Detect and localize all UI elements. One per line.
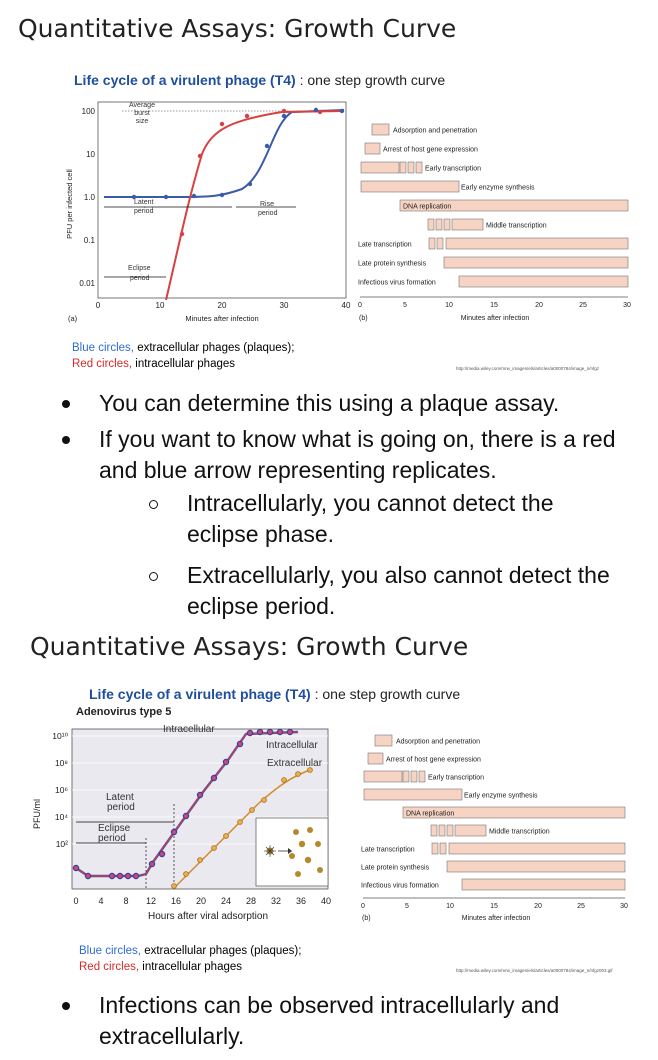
chart-c-ytick: 10⁶	[55, 785, 68, 795]
chart-c-ytick: 10²	[55, 839, 68, 849]
timeline-xtick: 10	[446, 903, 454, 910]
sub-bullet-text: Extracellularly, you also cannot detect the eclipse period.	[187, 562, 610, 619]
timeline-xtick: 15	[490, 302, 498, 309]
chart-a-panel: (a)	[68, 314, 78, 323]
chart-c-intracellular-label: Intracellular	[266, 740, 318, 751]
timeline-bar-label: Adsorption and penetration	[393, 127, 478, 135]
chart-c-xtick: 0	[73, 896, 79, 906]
final-bullet-text: Infections can be observed intracellularly and extracellularly.	[99, 992, 560, 1049]
chart-c-latent-label: period	[107, 802, 135, 813]
caption-red-rest: intracellular phages	[132, 358, 235, 370]
chart-a-xtick: 40	[341, 301, 351, 310]
intracellular-points	[180, 109, 322, 236]
timeline-bar-label: DNA replication	[406, 810, 455, 818]
timeline-bar-label: Infectious virus formation	[361, 882, 439, 890]
chart-a-rise-label: period	[258, 210, 278, 217]
chart-a-latent-label: Latent	[134, 199, 154, 206]
timeline-xtick: 5	[405, 903, 409, 910]
timeline-xtick: 15	[490, 903, 498, 910]
caption-blue-rest: extracellular phages (plaques);	[134, 342, 295, 354]
chart-c-xtick: 28	[245, 896, 257, 906]
chart-c-ylabel: PFU/ml	[32, 799, 42, 829]
timeline-xlabel: Minutes after infection	[461, 915, 531, 922]
chart-a-xtick: 0	[95, 301, 101, 310]
bullet-text: If you want to know what is going on, there is a red and blue arrow representing replicates.	[99, 426, 616, 483]
chart-a-xtick: 20	[217, 301, 227, 310]
timeline-bar-label: Early enzyme synthesis	[464, 792, 538, 800]
chart-c-xtick: 40	[320, 896, 332, 906]
chart-c-eclipse-label: Eclipse	[98, 823, 131, 834]
timeline-xtick: 25	[579, 302, 587, 309]
growth-curve-chart-adenovirus	[28, 704, 340, 930]
timeline-bar-label: Late transcription	[361, 846, 415, 854]
timeline-bar-label: Infectious virus formation	[358, 279, 436, 287]
chart-c-xlabel: Hours after viral adsorption	[147, 911, 269, 922]
timeline-bar-label: Early transcription	[425, 165, 482, 173]
timeline-chart-b	[355, 115, 640, 330]
sub-bullet-ring	[149, 500, 158, 509]
caption-blue-rest: extracellular phages (plaques);	[141, 945, 302, 957]
slide1-source-url: http://media.wiley.com/mrw_images/els/articles/a0000784/image_n/nfgz	[456, 366, 599, 371]
sub-bullet-ring	[149, 572, 158, 581]
chart-c-xtick: 24	[220, 896, 232, 906]
timeline-xtick: 10	[445, 302, 453, 309]
chart-c-xtick: 4	[98, 896, 104, 906]
bullet-dot	[62, 1002, 70, 1010]
caption-blue: Blue circles,	[79, 945, 141, 957]
chart-c-xtick: 8	[123, 896, 129, 906]
chart-c-intracellular-top: Intracellular	[163, 724, 215, 735]
chart-a-xlabel: Minutes after infection	[185, 314, 259, 323]
chart-c-xtick: 12	[145, 896, 157, 906]
timeline-xtick: 30	[623, 302, 631, 309]
chart-a-ylabel: PFU per infected cell	[65, 169, 74, 239]
timeline-xtick: 20	[534, 903, 542, 910]
chart-c-title: Adenovirus type 5	[76, 706, 172, 718]
chart-a-ytick: 0.01	[79, 279, 95, 288]
timeline-bar-label: Arrest of host gene expression	[386, 756, 481, 764]
timeline-bar-label: Early enzyme synthesis	[461, 184, 535, 192]
chart-c-ytick: 10⁴	[54, 812, 68, 822]
timeline-bar-label: Early transcription	[428, 774, 485, 782]
bullet-dot	[62, 436, 70, 444]
slide2-subtitle-rest: : one step growth curve	[310, 686, 461, 702]
timeline-bar-label: Adsorption and penetration	[396, 738, 481, 746]
timeline-xtick: 0	[358, 302, 362, 309]
slide2-subtitle-bold: Life cycle of a virulent phage (T4)	[89, 686, 311, 702]
timeline-xtick: 5	[403, 302, 407, 309]
timeline-chart-b-slide2	[358, 730, 643, 940]
slide2-caption	[79, 943, 301, 975]
caption-blue: Blue circles,	[72, 342, 134, 354]
chart-c-xtick: 36	[295, 896, 307, 906]
chart-c-ytick: 10¹⁰	[52, 731, 68, 741]
growth-curve-chart-a	[62, 94, 352, 334]
caption-red: Red circles,	[72, 358, 133, 370]
chart-c-xtick: 32	[270, 896, 282, 906]
timeline-xtick: 25	[577, 903, 585, 910]
timeline-xlabel: Minutes after infection	[460, 315, 530, 322]
bullet-dot	[62, 400, 70, 408]
chart-a-ytick: 10	[86, 150, 95, 159]
slide1-subtitle	[74, 72, 445, 88]
sub-bullet-text: Intracellularly, you cannot detect the eclipse phase.	[187, 490, 554, 547]
chart-c-xtick: 16	[170, 896, 182, 906]
timeline-bar-label: Arrest of host gene expression	[383, 146, 478, 154]
chart-c-eclipse-label: period	[98, 833, 126, 844]
timeline-xtick: 30	[620, 903, 628, 910]
caption-red-rest: intracellular phages	[139, 961, 242, 973]
chart-a-latent-label: period	[134, 208, 154, 215]
caption-red: Red circles,	[79, 961, 140, 973]
timeline-panel: (b)	[362, 915, 371, 922]
slide2-title: Quantitative Assays: Growth Curve	[30, 632, 469, 661]
chart-a-rise-label: Rise	[260, 201, 275, 208]
chart-a-burst-label: size	[135, 118, 149, 125]
timeline-bar-label: Middle transcription	[486, 222, 547, 230]
chart-a-ytick: 1.0	[83, 193, 95, 202]
timeline-bar-label: Late transcription	[358, 241, 412, 249]
chart-c-latent-label: Latent	[106, 792, 134, 803]
chart-a-xtick: 10	[155, 301, 165, 310]
chart-a-eclipse-label: period	[130, 275, 150, 282]
chart-c-ytick: 10⁸	[54, 758, 68, 768]
chart-a-eclipse-label: Eclipse	[128, 265, 151, 272]
timeline-bar-label: DNA replication	[403, 203, 452, 211]
timeline-bar-label: Late protein synthesis	[361, 864, 430, 872]
chart-a-ytick: 0.1	[83, 236, 95, 245]
timeline-xtick: 0	[361, 903, 365, 910]
timeline-bar-label: Middle transcription	[489, 828, 550, 836]
chart-a-xtick: 30	[279, 301, 289, 310]
chart-a-ytick: 100	[81, 107, 95, 116]
slide1-caption	[72, 340, 294, 372]
slide1-subtitle-rest: : one step growth curve	[295, 72, 446, 88]
timeline-panel: (b)	[359, 315, 368, 322]
timeline-xtick: 20	[535, 302, 543, 309]
slide1-title: Quantitative Assays: Growth Curve	[18, 14, 457, 43]
chart-c-extracellular-label: Extracellular	[267, 758, 323, 769]
slide1-subtitle-bold: Life cycle of a virulent phage (T4)	[74, 72, 296, 88]
chart-c-xtick: 20	[195, 896, 207, 906]
slide2-subtitle	[89, 686, 460, 702]
bullet-text: You can determine this using a plaque assay.	[99, 390, 560, 416]
chart-a-burst-label: Average	[129, 102, 155, 109]
intracellular-curve	[166, 111, 344, 300]
slide2-source-url: http://media.wiley.com/mrw_images/els/articles/a0000784/image_n/nfgz003.gif	[456, 968, 613, 973]
timeline-bar-label: Late protein synthesis	[358, 260, 427, 268]
chart-a-burst-label: burst	[134, 110, 150, 117]
